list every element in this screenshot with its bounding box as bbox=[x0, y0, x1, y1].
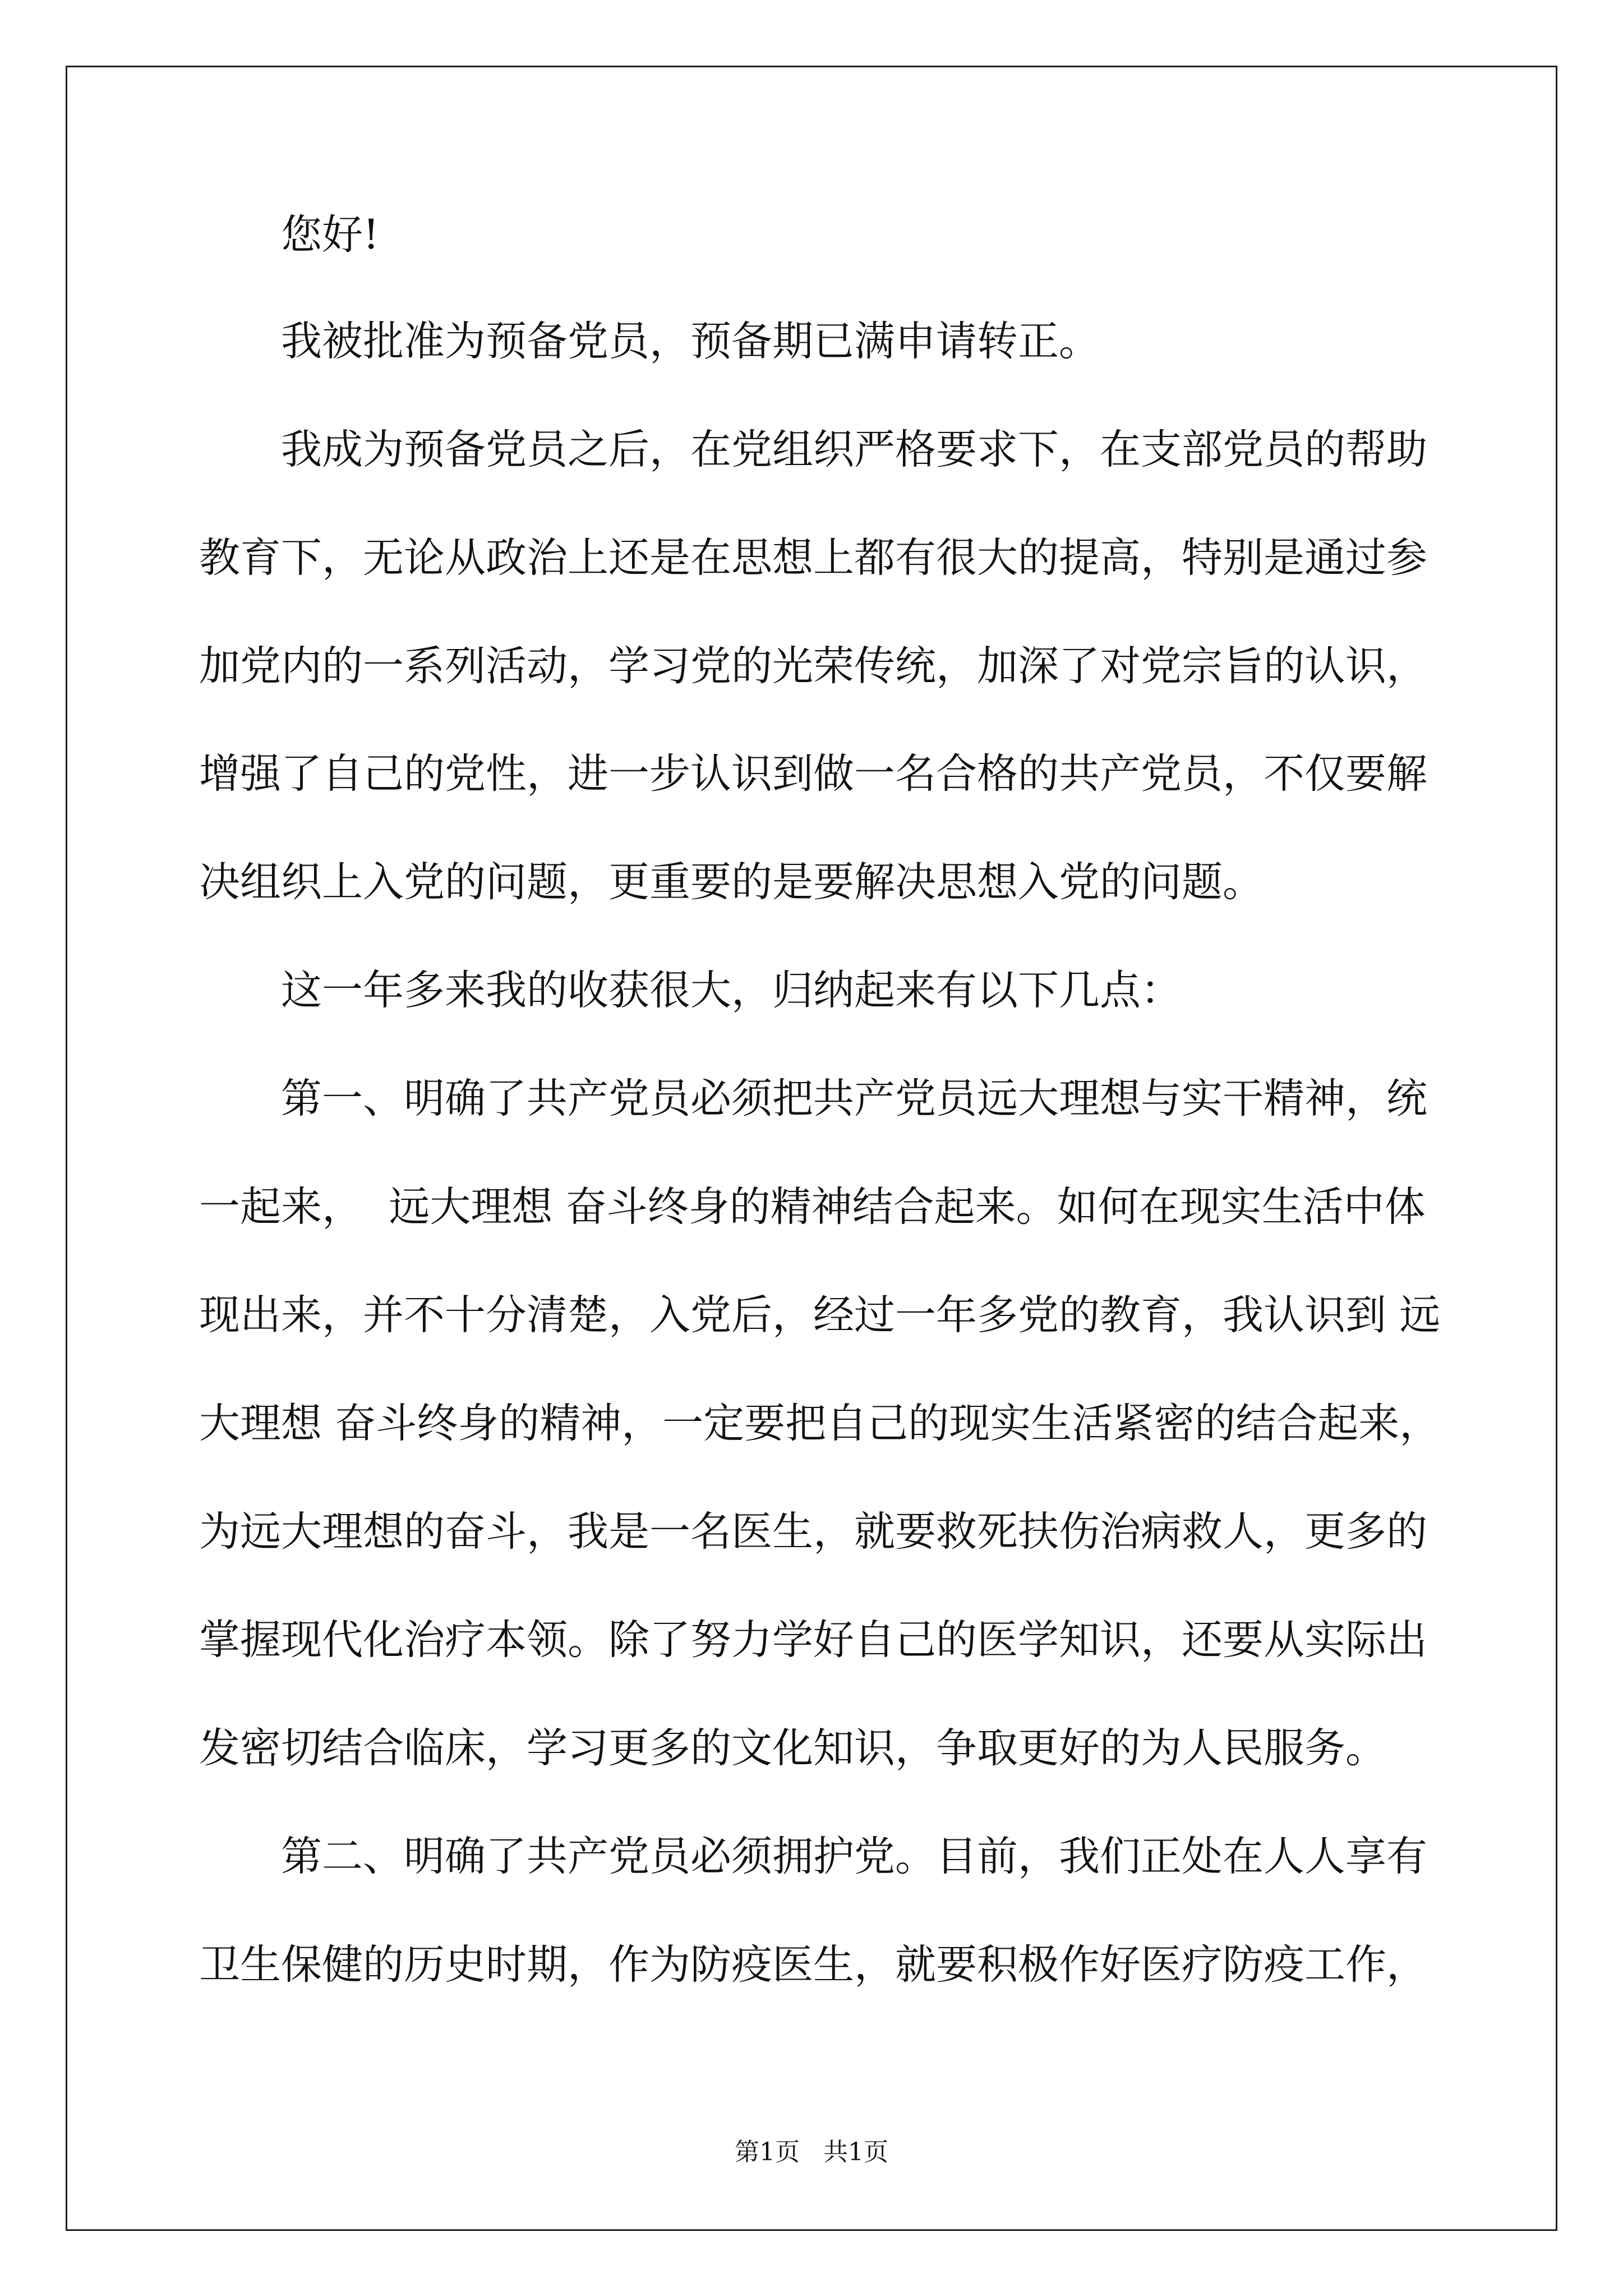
paragraph-line: 为远大理想的奋斗，我是一名医生，就要救死扶伤治病救人，更多的 bbox=[199, 1508, 1427, 1556]
page-footer: 第1页 共1页 bbox=[735, 2138, 888, 2166]
paragraph-line: 掌握现代化治疗本领。除了努力学好自己的医学知识，还要从实际出 bbox=[199, 1616, 1427, 1664]
paragraph-line: 一起来， 远大理想 奋斗终身的精神结合起来。如何在现实生活中体 bbox=[199, 1183, 1426, 1231]
paragraph-line: 我成为预备党员之后，在党组织严格要求下，在支部党员的帮助 bbox=[281, 426, 1427, 473]
paragraph-line: 卫生保健的历史时期，作为防疫医生，就要积极作好医疗防疫工作， bbox=[199, 1941, 1427, 1989]
paragraph-line: 我被批准为预备党员，预备期已满申请转正。 bbox=[281, 318, 1100, 365]
paragraph-line: 第一、明确了共产党员必须把共产党员远大理想与实干精神，统 bbox=[281, 1075, 1427, 1122]
paragraph-line: 第二、明确了共产党员必须拥护党。目前，我们正处在人人享有 bbox=[281, 1833, 1427, 1880]
page-frame bbox=[66, 66, 1557, 2231]
paragraph-line: 加党内的一系列活动，学习党的光荣传统，加深了对党宗旨的认识， bbox=[199, 642, 1427, 690]
paragraph-line: 教育下，无论从政治上还是在思想上都有很大的提高，特别是通过参 bbox=[199, 534, 1427, 582]
paragraph-line: 发密切结合临床，学习更多的文化知识，争取更好的为人民服务。 bbox=[199, 1724, 1386, 1772]
greeting: 您好! bbox=[281, 211, 380, 259]
paragraph-line: 决组织上入党的问题，更重要的是要解决思想入党的问题。 bbox=[199, 858, 1264, 906]
paragraph-line: 大理想 奋斗终身的精神，一定要把自己的现实生活紧密的结合起来， bbox=[199, 1400, 1441, 1447]
paragraph-line: 现出来，并不十分清楚，入党后，经过一年多党的教育，我认识到 远 bbox=[199, 1291, 1441, 1339]
paragraph-line: 增强了自己的党性，进一步认识到做一名合格的共产党员，不仅要解 bbox=[199, 750, 1427, 798]
paragraph-line: 这一年多来我的收获很大，归纳起来有以下几点： bbox=[281, 967, 1182, 1014]
